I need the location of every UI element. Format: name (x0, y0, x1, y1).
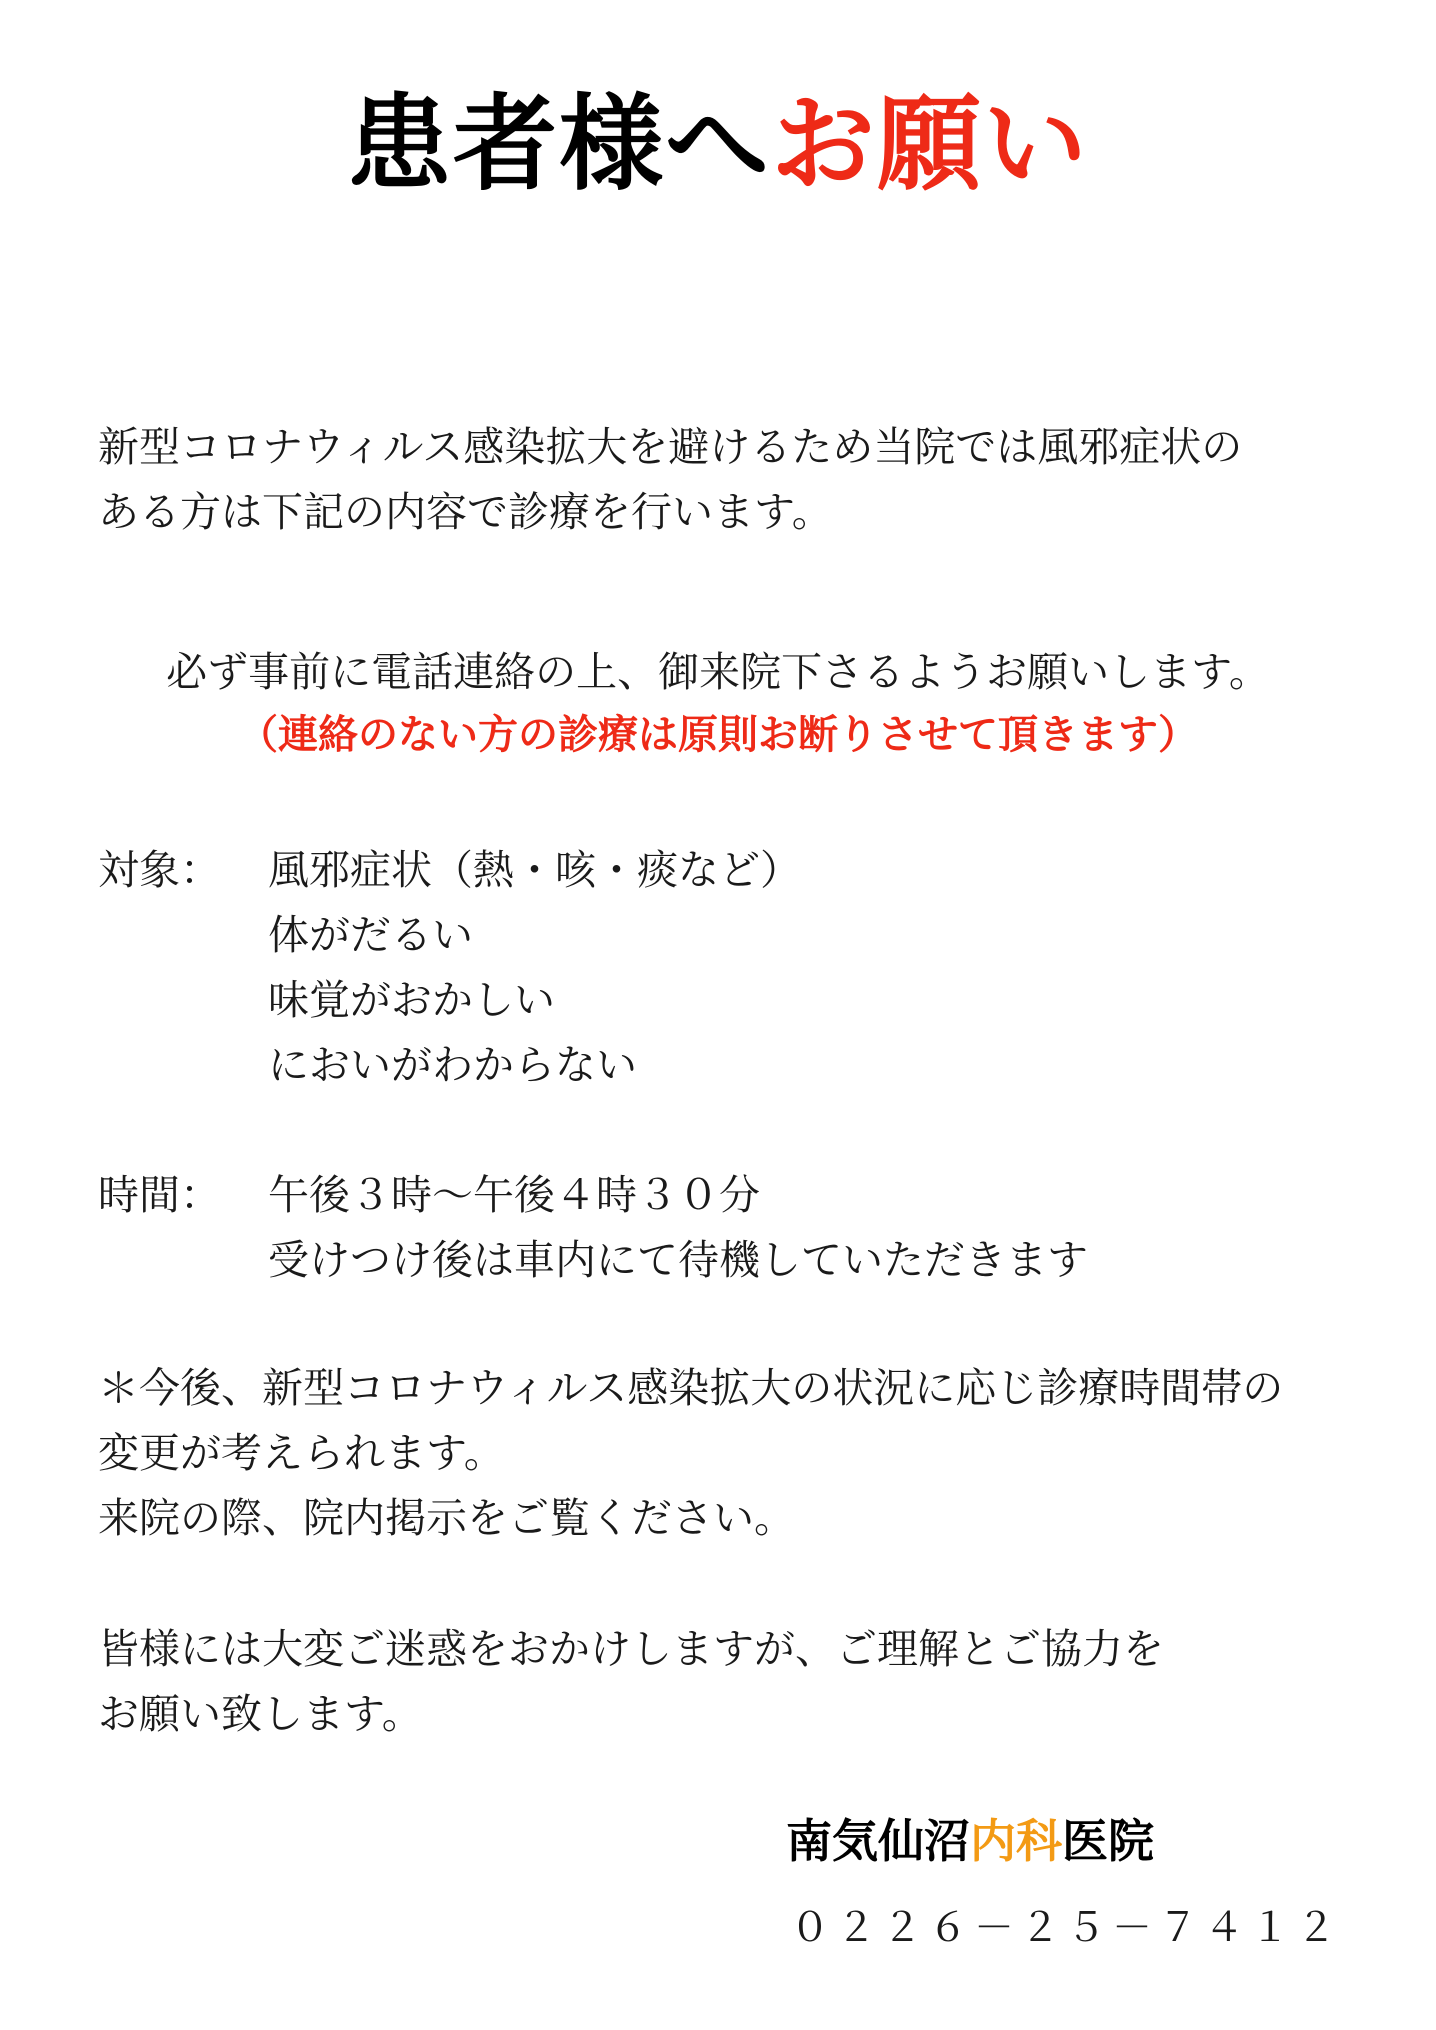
clinic-name-part: 医院 (1062, 1814, 1154, 1868)
hours-item: 受けつけ後は車内にて待機していただきます (268, 1236, 1088, 1284)
clinic-name (786, 1814, 1154, 1868)
closing-line: お願い致します。 (98, 1690, 423, 1738)
intro-line: ある方は下記の内容で診療を行います。 (98, 488, 833, 536)
target-list (268, 838, 801, 1098)
target-item: 味覚がおかしい (268, 976, 555, 1024)
target-item: においがわからない (268, 1041, 637, 1089)
target-label: 対象： (98, 846, 221, 894)
hours-item: 午後３時〜午後４時３０分 (268, 1171, 760, 1219)
clinic-name-part-highlight: 内科 (970, 1814, 1062, 1868)
page-title (0, 83, 1436, 205)
note-line: 変更が考えられます。 (98, 1429, 505, 1477)
hours-label: 時間： (98, 1171, 221, 1219)
target-item: 風邪症状（熱・咳・痰など） (268, 846, 801, 894)
closing-paragraph (98, 1617, 1358, 1747)
note-line: 来院の際、院内掲示をご覧ください。 (98, 1494, 795, 1542)
hours-list (268, 1163, 1088, 1293)
intro-paragraph (98, 415, 1358, 545)
target-item: 体がだるい (268, 911, 473, 959)
clinic-phone: ０２２６－２５－７４１２ (790, 1905, 1342, 1951)
future-change-note (98, 1356, 1358, 1551)
phone-request: 必ず事前に電話連絡の上、御来院下さるようお願いします。 (166, 648, 1270, 696)
closing-line: 皆様には大変ご迷惑をおかけしますが、ご理解とご協力を (98, 1625, 1164, 1673)
intro-line: 新型コロナウィルス感染拡大を避けるため当院では風邪症状の (98, 423, 1243, 471)
clinic-name-part: 南気仙沼 (786, 1814, 970, 1868)
refusal-notice: （連絡のない方の診療は原則お断りさせて頂きます） (238, 712, 1198, 758)
note-line: ＊今後、新型コロナウィルス感染拡大の状況に応じ診療時間帯の (98, 1364, 1284, 1412)
title-part-request: お願い (771, 83, 1090, 205)
title-part-patients: 患者様へ (346, 83, 771, 205)
